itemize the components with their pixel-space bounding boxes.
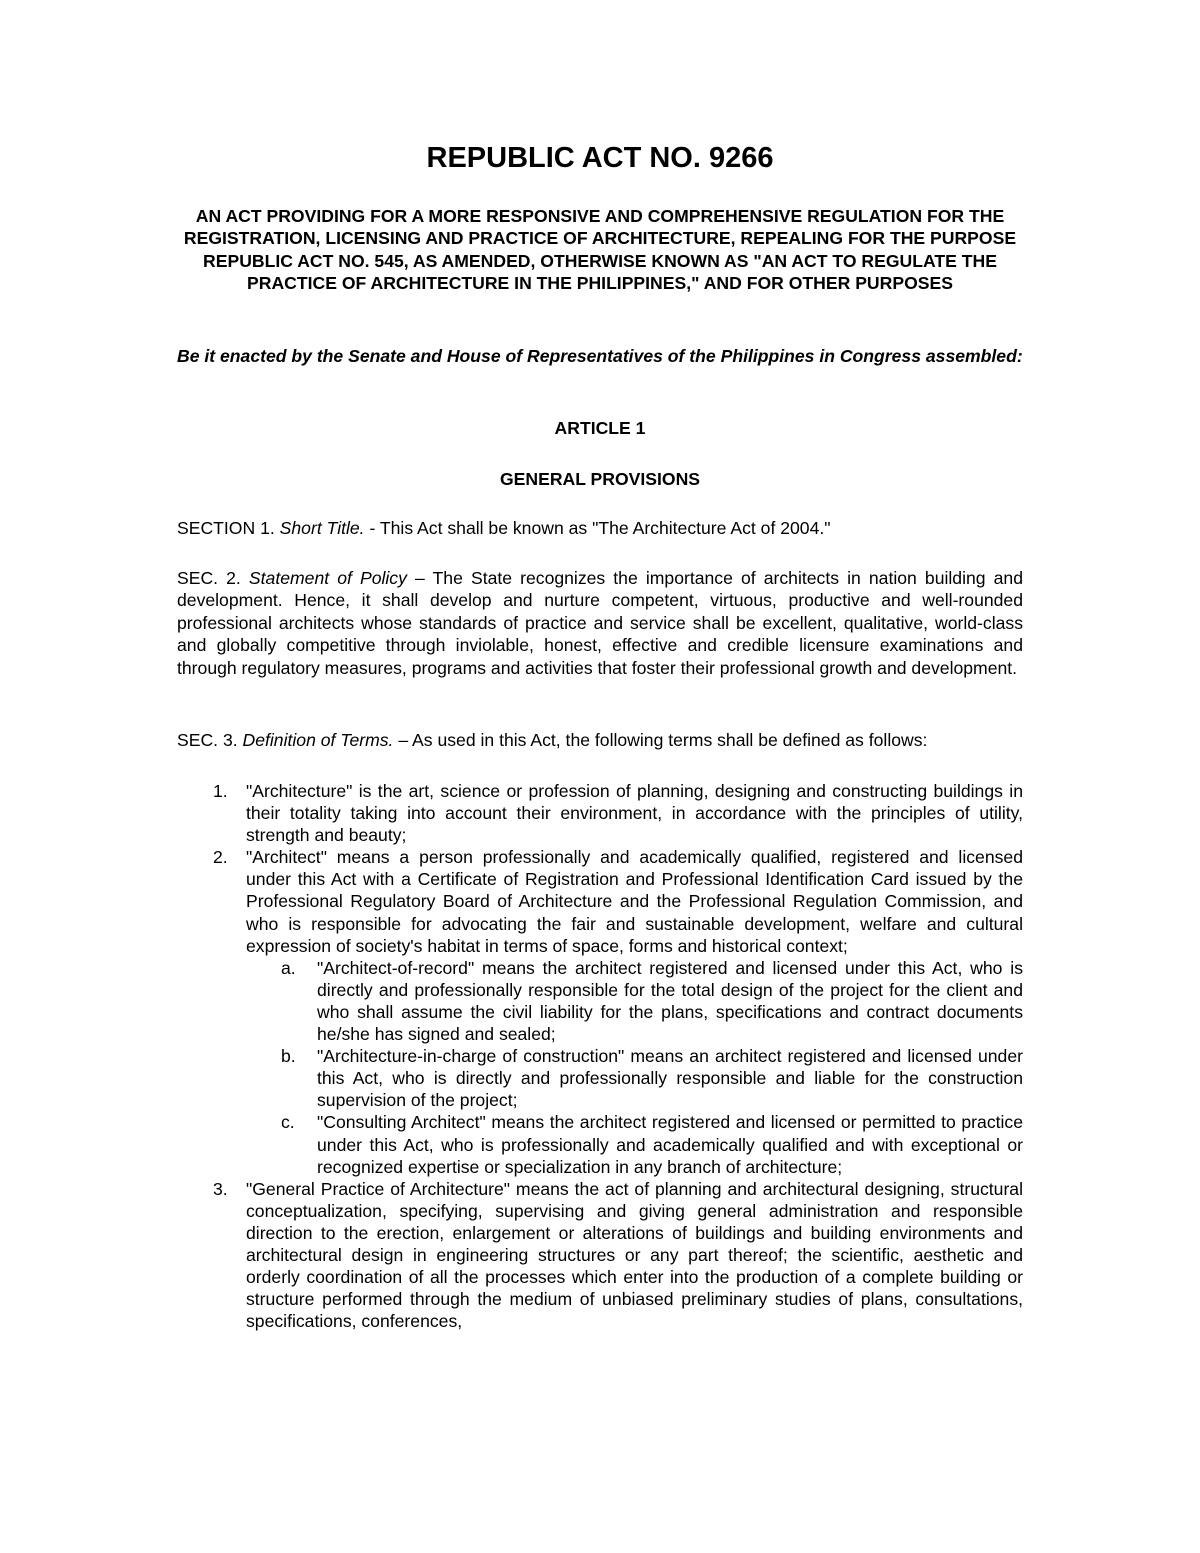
sub-list-item-text: "Architecture-in-charge of construction" means an architect registered and licensed under this Act, who is directly and professionally responsible and liable for the construction supervision of the project; [317, 1046, 1023, 1111]
list-item-text: "General Practice of Architecture" means the act of planning and architectural designing, structural conceptualization, specifying, supervising and giving general administration and responsible direction to the erection, enlargement or alterations of buildings and building environments and architectural design in engineering structures or any part thereof; the scientific, aesthetic and orderly coordination of all the processes which enter into the production of a complete building or structure performed through the medium of unbiased preliminary studies of plans, consultations, specifications, conferences, [246, 1178, 1023, 1332]
section-1 [177, 517, 1023, 539]
definitions-list [177, 780, 1023, 1332]
list-item-number: 1. [213, 781, 228, 801]
sub-list-item-letter: c. [281, 1112, 295, 1133]
section-2-text: – The State recognizes the importance of architects in nation building and development. Hence, it shall develop and nurture competent, virtuous, productive and well-rounded professional architects whose standards of practice and service shall be excellent, qualitative, world-class and globally competitive through inviolable, honest, effective and credible licensure examinations and through regulatory measures, programs and activities that foster their professional growth and development. [177, 568, 1023, 678]
section-2 [177, 567, 1023, 679]
section-1-text: - This Act shall be known as "The Architecture Act of 2004." [364, 518, 831, 538]
section-2-label: SEC. 2. [177, 568, 249, 588]
list-item-number: 2. [213, 847, 228, 868]
sub-list-item-text: "Consulting Architect" means the architect registered and licensed or permitted to practice under this Act, who is professionally and academically qualified and with exceptional or recognized expertise or specialization in any branch of architecture; [317, 1112, 1023, 1177]
sub-list-item-letter: b. [281, 1046, 296, 1067]
list-item-text: "Architect" means a person professionally and academically qualified, registered and licensed under this Act with a Certificate of Registration and Professional Identification Card issued by the Professional Regulatory Board of Architecture and the Professional Regulation Commission, and who is responsible for advocating the fair and sustainable development, welfare and cultural expression of society's habitat in terms of space, forms and historical context; [246, 847, 1023, 956]
section-3-heading: Definition of Terms. [242, 730, 394, 750]
list-item-text: "Architecture" is the art, science or profession of planning, designing and constructing buildings in their totality taking into account their environment, in accordance with the principles of utility, strength and beauty; [246, 781, 1023, 846]
section-1-heading: Short Title. [279, 518, 365, 538]
list-item [177, 846, 1023, 1177]
document-title: REPUBLIC ACT NO. 9266 [426, 142, 774, 174]
sub-list-item-text: "Architect-of-record" means the architect registered and licensed under this Act, who is directly and professionally responsible for the total design of the project for the client and who shall assume the civil liability for the plans, specifications and contract documents he/she has signed and sealed; [317, 957, 1023, 1045]
sub-definitions-list [246, 957, 1023, 1178]
sub-list-item [246, 957, 1023, 1045]
section-3-label: SEC. 3. [177, 730, 243, 750]
list-item-number: 3. [213, 1178, 228, 1199]
section-2-heading: Statement of Policy [248, 568, 407, 588]
article-title: GENERAL PROVISIONS [499, 469, 701, 489]
enacting-clause: Be it enacted by the Senate and House of Representatives of the Philippines in Congress assembled: [177, 346, 1023, 366]
document-subtitle: AN ACT PROVIDING FOR A MORE RESPONSIVE AND COMPREHENSIVE REGULATION FOR THE REGISTRATION, LICENSING AND PRACTICE OF ARCHITECTURE, REPEALING FOR THE PURPOSE REPUBLIC ACT NO. 545, AS AMENDED, OTHERWISE KNOWN AS "AN ACT TO REGULATE THE PRACTICE OF ARCHITECTURE IN THE PHILIPPINES," AND FOR OTHER PURPOSES [183, 206, 1017, 294]
section-3-text: – As used in this Act, the following terms shall be defined as follows: [393, 730, 928, 750]
sub-list-item-letter: a. [281, 957, 296, 978]
section-3 [177, 729, 1023, 751]
section-1-label: SECTION 1. [177, 518, 280, 538]
sub-list-item [246, 1045, 1023, 1111]
sub-list-item [246, 1111, 1023, 1177]
list-item [177, 780, 1023, 846]
article-number: ARTICLE 1 [554, 418, 646, 438]
list-item [177, 1178, 1023, 1333]
